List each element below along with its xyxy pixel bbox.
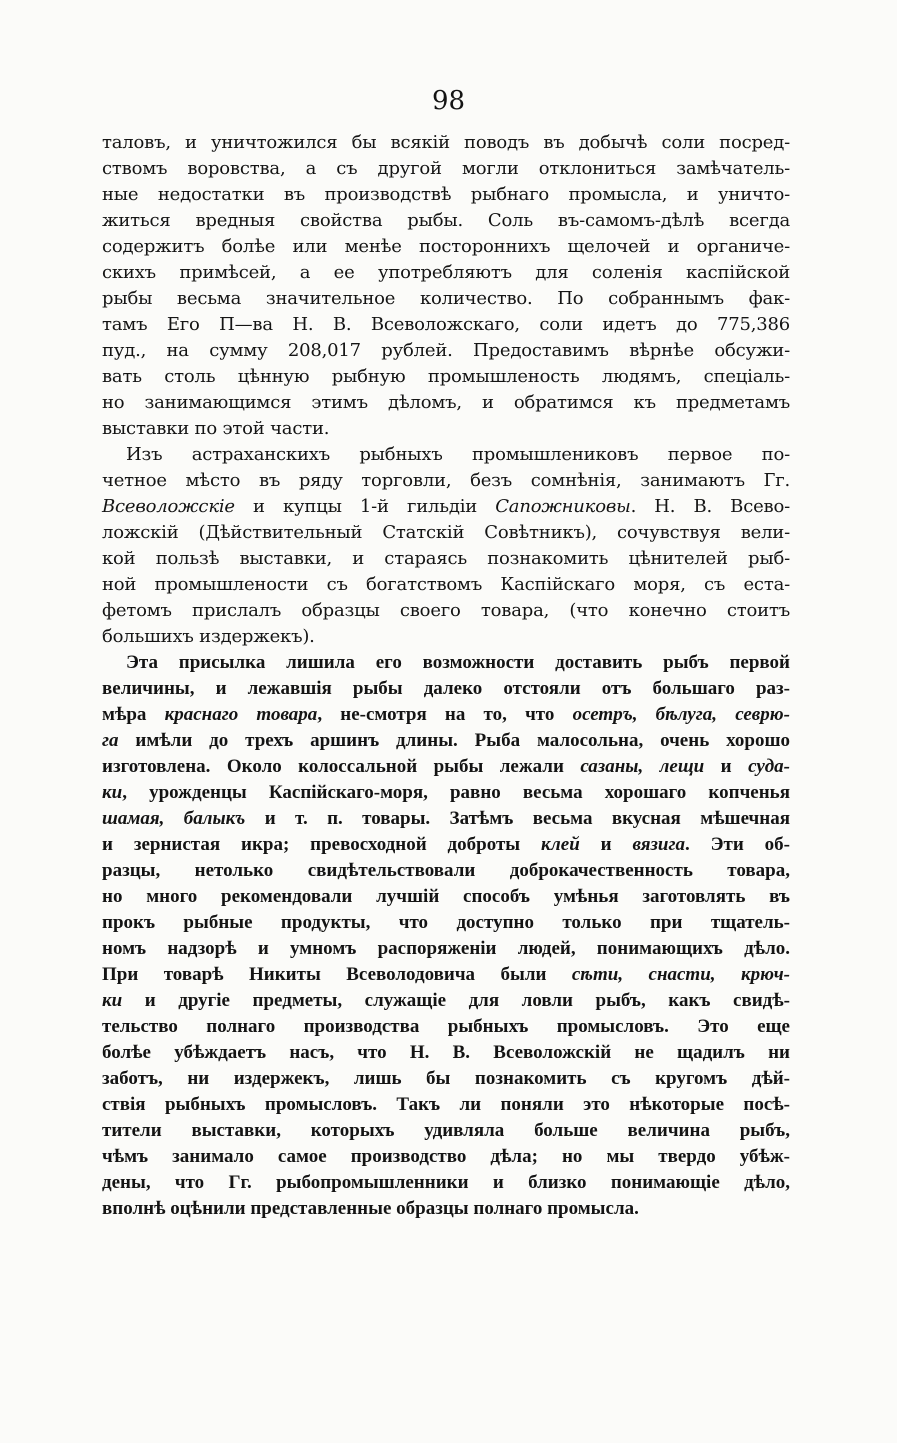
italic-term: суда- — [748, 756, 790, 777]
text-line — [102, 832, 790, 858]
text-run: прокъ рыбные продукты, что доступно только при тщатель- — [102, 912, 790, 933]
text-run: имѣли до трехъ аршинъ длины. Рыба малосольна, очень хорошо — [118, 730, 790, 751]
text-line — [102, 234, 790, 260]
text-line — [102, 1170, 790, 1196]
text-run: и т. п. товары. Затѣмъ весьма вкусная мѣшечная — [245, 808, 790, 829]
text-line — [102, 260, 790, 286]
text-run: житься вредныя свойства рыбы. Соль въ-самомъ-дѣлѣ всегда — [102, 210, 790, 231]
text-run: рыбы весьма значительное количество. По собраннымъ фак- — [102, 288, 790, 309]
text-run: изготовлена. Около колоссальной рыбы лежали — [102, 756, 581, 777]
text-run: пуд., на сумму 208,017 рублей. Предоставимъ вѣрнѣе обсужи- — [102, 340, 790, 361]
text-line — [102, 1196, 790, 1222]
text-line — [102, 130, 790, 156]
text-line — [102, 338, 790, 364]
text-run: вать столь цѣнную рыбную промышленость людямъ, спеціаль- — [102, 366, 790, 387]
text-run: тельство полнаго производства рыбныхъ промысловъ. Это еще — [102, 1016, 790, 1037]
text-line — [102, 468, 790, 494]
italic-term: осетръ, бѣлуга, севрю- — [572, 704, 790, 725]
paragraph — [102, 130, 790, 442]
paragraph — [102, 442, 790, 650]
text-run: болѣе убѣждаетъ насъ, что Н. В. Всеволожскій не щадилъ ни — [102, 1042, 790, 1063]
text-line — [102, 390, 790, 416]
text-line — [102, 520, 790, 546]
italic-term: вязига — [632, 834, 686, 855]
text-line — [102, 312, 790, 338]
italic-term: сѣти, снасти, крюч- — [571, 964, 791, 985]
italic-term: Сапожниковы — [495, 496, 631, 517]
text-run: номъ надзорѣ и умномъ распоряженіи людей, понимающихъ дѣло. — [102, 938, 790, 959]
italic-term: клей — [541, 834, 580, 855]
text-line — [102, 1118, 790, 1144]
text-run: содержитъ болѣе или менѣе постороннихъ щелочей и органиче- — [102, 236, 790, 257]
text-line — [102, 572, 790, 598]
text-line — [102, 1040, 790, 1066]
text-run: четное мѣсто въ ряду торговли, безъ сомнѣнія, занимаютъ Гг. — [102, 470, 790, 491]
text-run: ной промышлености съ богатствомъ Каспійскаго моря, съ еста- — [102, 574, 790, 595]
text-line — [102, 806, 790, 832]
text-run: выставки по этой части. — [102, 418, 330, 439]
text-line — [102, 546, 790, 572]
text-line — [102, 1092, 790, 1118]
text-run: и купцы 1-й гильдіи — [234, 496, 496, 517]
text-run: При товарѣ Никиты Всеволодовича были — [102, 964, 572, 985]
text-run: тамъ Его П—ва Н. В. Всеволожскаго, соли идетъ до 775,386 — [102, 314, 790, 335]
text-run: вполнѣ оцѣнили представленные образцы полнаго промысла. — [102, 1198, 639, 1219]
text-line — [102, 598, 790, 624]
text-line — [102, 494, 790, 520]
text-run: фетомъ прислалъ образцы своего товара, (что конечно стоитъ — [102, 600, 790, 621]
text-run: разцы, нетолько свидѣтельствовали доброкачественность товара, — [102, 860, 790, 881]
text-line — [102, 728, 790, 754]
text-run: заботъ, ни издержекъ, лишь бы познакомить съ кругомъ дѣй- — [102, 1068, 790, 1089]
text-run: чѣмъ занимало самое производство дѣла; но мы твердо убѣж- — [102, 1146, 790, 1167]
text-run: и — [579, 834, 633, 855]
text-line — [102, 910, 790, 936]
italic-term: сазаны, лещи — [580, 756, 705, 777]
text-line — [102, 962, 790, 988]
text-line — [102, 676, 790, 702]
text-run: ствомъ воровства, а съ другой могли отклониться замѣчатель- — [102, 158, 790, 179]
text-line — [102, 858, 790, 884]
paragraph — [102, 650, 790, 1222]
text-run: но много рекомендовали лучшій способъ умѣнья заготовлять въ — [102, 886, 790, 907]
text-line — [102, 650, 790, 676]
page-number: 98 — [431, 86, 466, 116]
text-run: кой пользѣ выставки, и стараясь познакомить цѣнителей рыб- — [102, 548, 790, 569]
text-line — [102, 416, 790, 442]
italic-term: Всеволожскіе — [102, 496, 235, 517]
text-run: большихъ издержекъ). — [102, 626, 315, 647]
text-line — [102, 364, 790, 390]
text-run: , урожденцы Каспійскаго-моря, равно весьма хорошаго копченья — [122, 782, 790, 803]
italic-term: га — [102, 730, 119, 751]
text-line — [102, 702, 790, 728]
text-run: . Эти об- — [685, 834, 791, 855]
text-run: . Н. В. Всево- — [630, 496, 790, 517]
text-line — [102, 780, 790, 806]
text-run: скихъ примѣсей, а ее употребляютъ для соленія каспійской — [102, 262, 790, 283]
text-line — [102, 286, 790, 312]
italic-term: ки — [102, 782, 123, 803]
text-run: ложскій (Дѣйствительный Статскій Совѣтникъ), сочувствуя вели- — [102, 522, 790, 543]
text-line — [102, 988, 790, 1014]
text-line — [102, 156, 790, 182]
text-run: Изъ астраханскихъ рыбныхъ промышлениковъ первое по- — [126, 444, 790, 465]
text-run: и — [704, 756, 749, 777]
italic-term: шамая, балыкъ — [102, 808, 246, 829]
text-run: ствія рыбныхъ промысловъ. Такъ ли поняли это нѣкоторые посѣ- — [102, 1094, 790, 1115]
text-line — [102, 1014, 790, 1040]
text-line — [102, 754, 790, 780]
italic-term: краснаго товара — [164, 704, 318, 725]
text-line — [102, 208, 790, 234]
text-run: ные недостатки въ производствѣ рыбнаго промысла, и уничто- — [102, 184, 790, 205]
text-run: таловъ, и уничтожился бы всякій поводъ въ добычѣ соли посред- — [102, 132, 790, 153]
text-run: и другіе предметы, служащіе для ловли рыбъ, какъ свидѣ- — [122, 990, 790, 1011]
text-run: дены, что Гг. рыбопромышленники и близко понимающіе дѣло, — [102, 1172, 790, 1193]
text-line — [102, 182, 790, 208]
text-line — [102, 884, 790, 910]
italic-term: ки — [102, 990, 123, 1011]
body-text — [102, 130, 790, 1222]
text-run: величины, и лежавшія рыбы далеко отстояли отъ большаго раз- — [102, 678, 790, 699]
text-line — [102, 1066, 790, 1092]
text-run: Эта присылка лишила его возможности доставить рыбъ первой — [126, 652, 790, 673]
text-run: тители выставки, которыхъ удивляла больше величина рыбъ, — [102, 1120, 790, 1141]
text-run: , не-смотря на то, что — [317, 704, 573, 725]
text-run: и зернистая икра; превосходной доброты — [102, 834, 542, 855]
text-run: но занимающимся этимъ дѣломъ, и обратимся къ предметамъ — [102, 392, 790, 413]
text-line — [102, 1144, 790, 1170]
text-line — [102, 442, 790, 468]
text-line — [102, 624, 790, 650]
text-line — [102, 936, 790, 962]
text-run: мѣра — [102, 704, 165, 725]
